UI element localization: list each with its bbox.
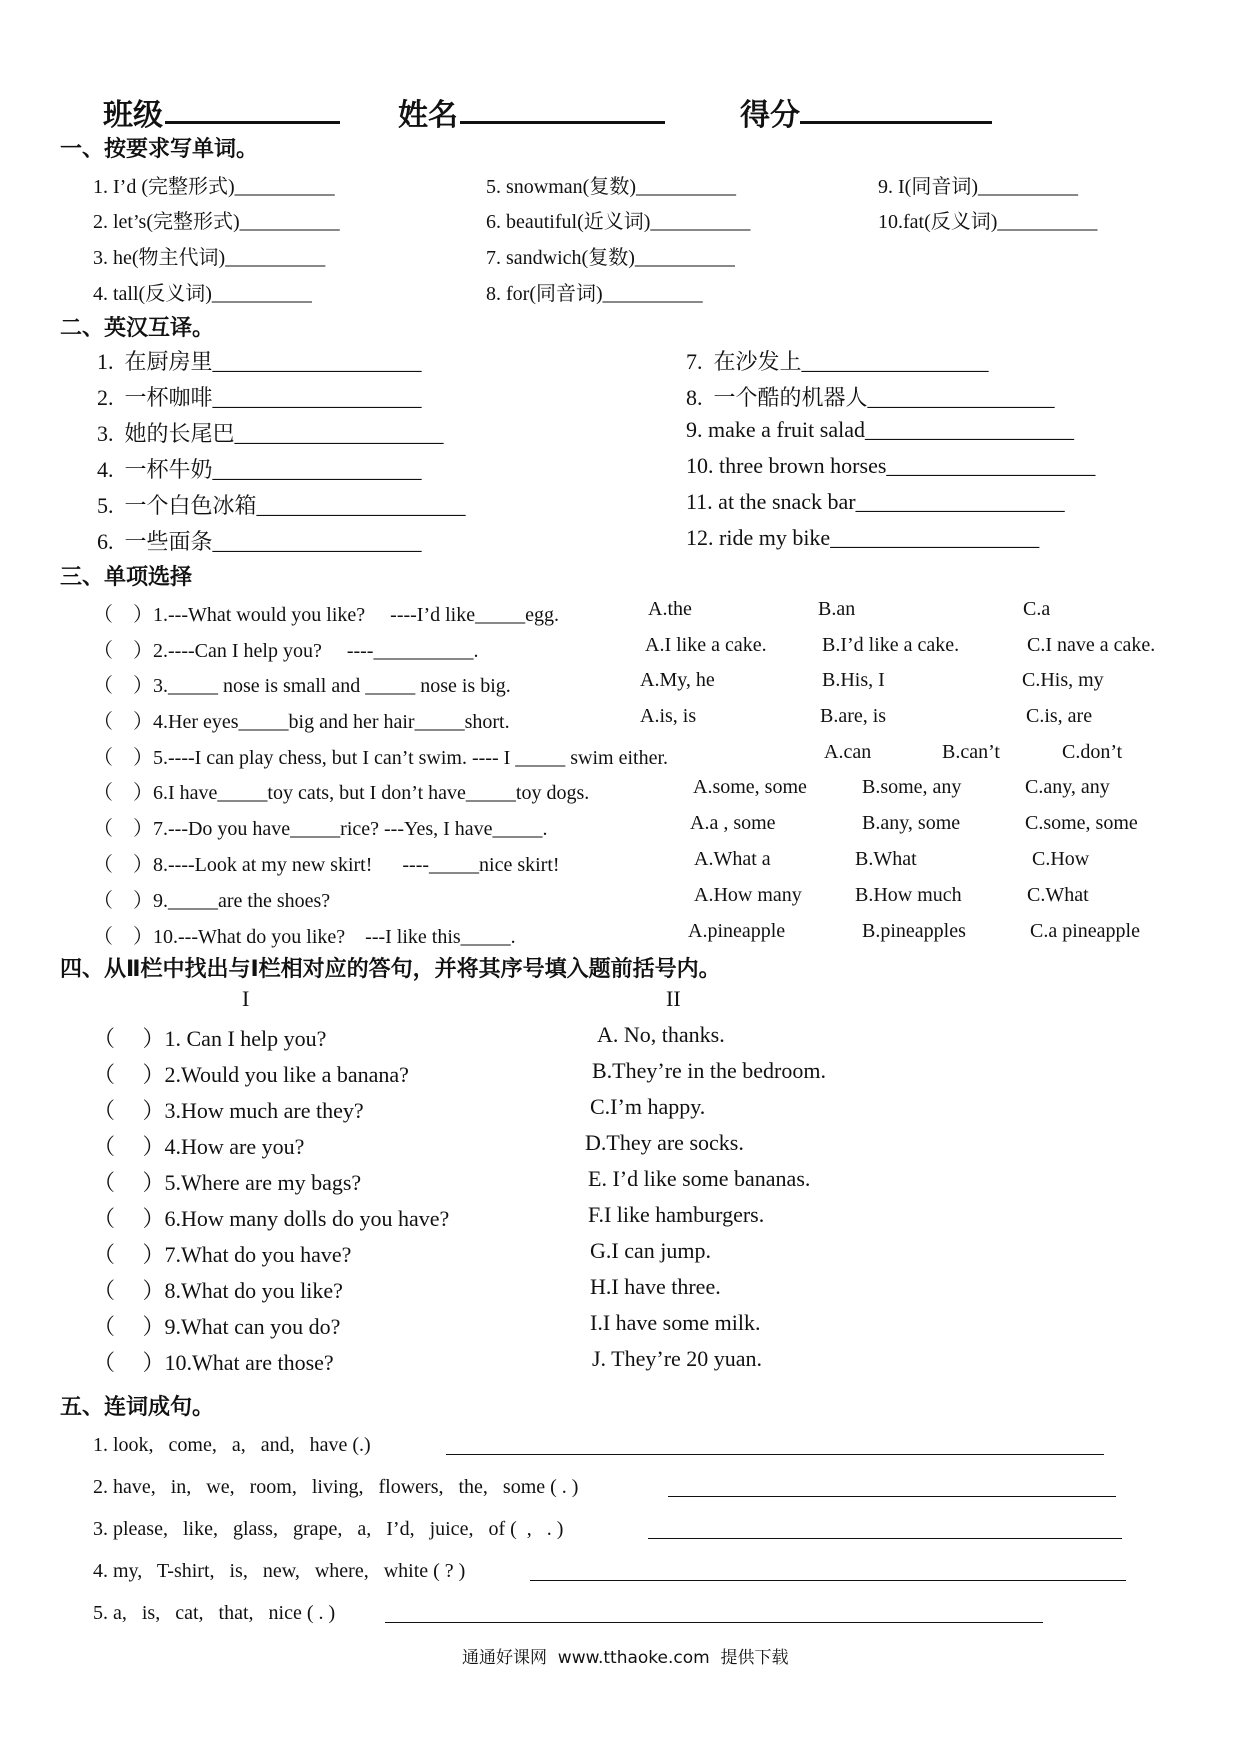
s3-question-7: （ ）7.---Do you have_____rice? ---Yes, I have_____. bbox=[93, 818, 548, 840]
s1-item-10: 10.fat(反义词)__________ bbox=[878, 211, 1098, 233]
s3-q1-option-c[interactable]: C.a bbox=[1023, 598, 1051, 620]
s4-right-e: E. I’d like some bananas. bbox=[588, 1166, 811, 1191]
s3-q8-option-c[interactable]: C.How bbox=[1032, 848, 1090, 870]
s4-right-b: B.They’re in the bedroom. bbox=[592, 1058, 826, 1083]
s1-item-1: 1. I’d (完整形式)__________ bbox=[93, 176, 335, 198]
s2-item-6: 6. 一些面条___________________ bbox=[97, 529, 422, 554]
s3-question-4: （ ）4.Her eyes_____big and her hair_____short. bbox=[93, 711, 510, 733]
s3-question-2: （ ）2.----Can I help you? ----__________. bbox=[93, 640, 479, 662]
s2-item-5: 5. 一个白色冰箱___________________ bbox=[97, 493, 466, 518]
s3-q3-option-b[interactable]: B.His, I bbox=[822, 669, 885, 691]
s3-q6-option-c[interactable]: C.any, any bbox=[1025, 776, 1110, 798]
class-blank[interactable] bbox=[165, 121, 340, 124]
s3-q6-option-b[interactable]: B.some, any bbox=[862, 776, 962, 798]
s3-q10-option-a[interactable]: A.pineapple bbox=[688, 920, 786, 942]
s3-q10-option-b[interactable]: B.pineapples bbox=[862, 920, 966, 942]
s3-q8-option-a[interactable]: A.What a bbox=[694, 848, 771, 870]
s2-item-9: 9. make a fruit salad___________________ bbox=[686, 417, 1074, 442]
s4-right-g: G.I can jump. bbox=[590, 1238, 711, 1263]
s2-item-4: 4. 一杯牛奶___________________ bbox=[97, 457, 422, 482]
s5-words-5: 5. a, is, cat, that, nice ( . ) bbox=[93, 1602, 336, 1624]
s4-left-10: （ ）10.What are those? bbox=[93, 1350, 334, 1375]
s1-item-4: 4. tall(反义词)__________ bbox=[93, 283, 312, 305]
s3-q9-option-a[interactable]: A.How many bbox=[694, 884, 802, 906]
s4-right-a: A. No, thanks. bbox=[597, 1022, 725, 1047]
s3-q5-option-b[interactable]: B.can’t bbox=[942, 741, 1000, 763]
s5-words-1: 1. look, come, a, and, have (.) bbox=[93, 1434, 371, 1456]
column-1-header: I bbox=[242, 986, 250, 1011]
s1-item-6: 6. beautiful(近义词)__________ bbox=[486, 211, 751, 233]
s1-item-2: 2. let’s(完整形式)__________ bbox=[93, 211, 340, 233]
s3-q5-option-a[interactable]: A.can bbox=[824, 741, 872, 763]
score-label: 得分 bbox=[740, 99, 800, 132]
s3-question-3: （ ）3._____ nose is small and _____ nose is big. bbox=[93, 675, 511, 697]
s3-q2-option-b[interactable]: B.I’d like a cake. bbox=[822, 634, 960, 656]
s4-right-i: I.I have some milk. bbox=[590, 1310, 761, 1335]
s3-q7-option-c[interactable]: C.some, some bbox=[1025, 812, 1138, 834]
s3-q3-option-a[interactable]: A.My, he bbox=[640, 669, 715, 691]
s3-q1-option-a[interactable]: A.the bbox=[648, 598, 692, 620]
s4-right-d: D.They are socks. bbox=[585, 1130, 744, 1155]
s5-answer-line-4[interactable] bbox=[530, 1580, 1126, 1581]
s3-q8-option-b[interactable]: B.What bbox=[855, 848, 917, 870]
s3-q4-option-c[interactable]: C.is, are bbox=[1026, 705, 1093, 727]
s2-item-11: 11. at the snack bar___________________ bbox=[686, 489, 1065, 514]
s2-item-10: 10. three brown horses___________________ bbox=[686, 453, 1096, 478]
s5-words-3: 3. please, like, glass, grape, a, I’d, juice, of ( , . ) bbox=[93, 1518, 564, 1540]
s1-item-8: 8. for(同音词)__________ bbox=[486, 283, 703, 305]
section-4-title: 四、从Ⅱ栏中找出与Ⅰ栏相对应的答句，并将其序号填入题前括号内。 bbox=[60, 957, 721, 982]
s3-q7-option-b[interactable]: B.any, some bbox=[862, 812, 961, 834]
s3-question-10: （ ）10.---What do you like? ---I like this_____. bbox=[93, 926, 516, 948]
s1-item-5: 5. snowman(复数)__________ bbox=[486, 176, 736, 198]
s3-question-6: （ ）6.I have_____toy cats, but I don’t have_____toy dogs. bbox=[93, 782, 590, 804]
s3-q7-option-a[interactable]: A.a , some bbox=[690, 812, 776, 834]
s3-q4-option-a[interactable]: A.is, is bbox=[640, 705, 697, 727]
s4-left-9: （ ）9.What can you do? bbox=[93, 1314, 341, 1339]
s4-left-4: （ ）4.How are you? bbox=[93, 1134, 305, 1159]
section-3-title: 三、单项选择 bbox=[60, 565, 193, 590]
class-label: 班级 bbox=[103, 99, 163, 132]
s4-left-6: （ ）6.How many dolls do you have? bbox=[93, 1206, 450, 1231]
s2-item-1: 1. 在厨房里___________________ bbox=[97, 349, 422, 374]
s5-words-2: 2. have, in, we, room, living, flowers, the, some ( . ) bbox=[93, 1476, 579, 1498]
s4-right-f: F.I like hamburgers. bbox=[588, 1202, 765, 1227]
s3-question-8: （ ）8.----Look at my new skirt! ----_____nice skirt! bbox=[93, 854, 560, 876]
s3-q9-option-c[interactable]: C.What bbox=[1027, 884, 1089, 906]
s1-item-3: 3. he(物主代词)__________ bbox=[93, 247, 326, 269]
s3-question-9: （ ）9._____are the shoes? bbox=[93, 890, 331, 912]
s1-item-7: 7. sandwich(复数)__________ bbox=[486, 247, 735, 269]
s5-words-4: 4. my, T-shirt, is, new, where, white ( ? ) bbox=[93, 1560, 466, 1582]
s3-q10-option-c[interactable]: C.a pineapple bbox=[1030, 920, 1140, 942]
s3-q1-option-b[interactable]: B.an bbox=[818, 598, 856, 620]
s2-item-8: 8. 一个酷的机器人_________________ bbox=[686, 385, 1055, 410]
s5-answer-line-1[interactable] bbox=[446, 1454, 1104, 1455]
s4-left-7: （ ）7.What do you have? bbox=[93, 1242, 352, 1267]
s3-q4-option-b[interactable]: B.are, is bbox=[820, 705, 887, 727]
s3-q3-option-c[interactable]: C.His, my bbox=[1022, 669, 1104, 691]
s4-right-h: H.I have three. bbox=[590, 1274, 721, 1299]
s2-item-2: 2. 一杯咖啡___________________ bbox=[97, 385, 422, 410]
name-label: 姓名 bbox=[398, 99, 458, 132]
s3-question-1: （ ）1.---What would you like? ----I’d like_____egg. bbox=[93, 604, 559, 626]
s5-answer-line-3[interactable] bbox=[648, 1538, 1122, 1539]
s4-right-j: J. They’re 20 yuan. bbox=[592, 1346, 763, 1371]
s4-left-2: （ ）2.Would you like a banana? bbox=[93, 1062, 409, 1087]
column-2-header: II bbox=[666, 986, 681, 1011]
footer-text: 通通好课网 www.tthaoke.com 提供下载 bbox=[462, 1648, 789, 1668]
s4-left-3: （ ）3.How much are they? bbox=[93, 1098, 364, 1123]
s4-left-1: （ ）1. Can I help you? bbox=[93, 1026, 327, 1051]
s3-q5-option-c[interactable]: C.don’t bbox=[1062, 741, 1123, 763]
section-5-title: 五、连词成句。 bbox=[60, 1395, 215, 1420]
section-1-title: 一、按要求写单词。 bbox=[60, 137, 259, 162]
s2-item-7: 7. 在沙发上_________________ bbox=[686, 349, 989, 374]
s4-right-c: C.I’m happy. bbox=[590, 1094, 706, 1119]
s1-item-9: 9. I(同音词)__________ bbox=[878, 176, 1078, 198]
s3-q2-option-c[interactable]: C.I nave a cake. bbox=[1027, 634, 1156, 656]
s3-q6-option-a[interactable]: A.some, some bbox=[693, 776, 807, 798]
s3-question-5: （ ）5.----I can play chess, but I can’t swim. ---- I _____ swim either. bbox=[93, 747, 669, 769]
name-blank[interactable] bbox=[460, 121, 665, 124]
s3-q9-option-b[interactable]: B.How much bbox=[855, 884, 962, 906]
s4-left-8: （ ）8.What do you like? bbox=[93, 1278, 343, 1303]
s3-q2-option-a[interactable]: A.I like a cake. bbox=[645, 634, 767, 656]
s5-answer-line-2[interactable] bbox=[668, 1496, 1116, 1497]
score-blank[interactable] bbox=[800, 121, 992, 124]
s4-left-5: （ ）5.Where are my bags? bbox=[93, 1170, 362, 1195]
s5-answer-line-5[interactable] bbox=[385, 1622, 1043, 1623]
s2-item-3: 3. 她的长尾巴___________________ bbox=[97, 421, 444, 446]
s2-item-12: 12. ride my bike___________________ bbox=[686, 525, 1040, 550]
section-2-title: 二、英汉互译。 bbox=[60, 316, 215, 341]
